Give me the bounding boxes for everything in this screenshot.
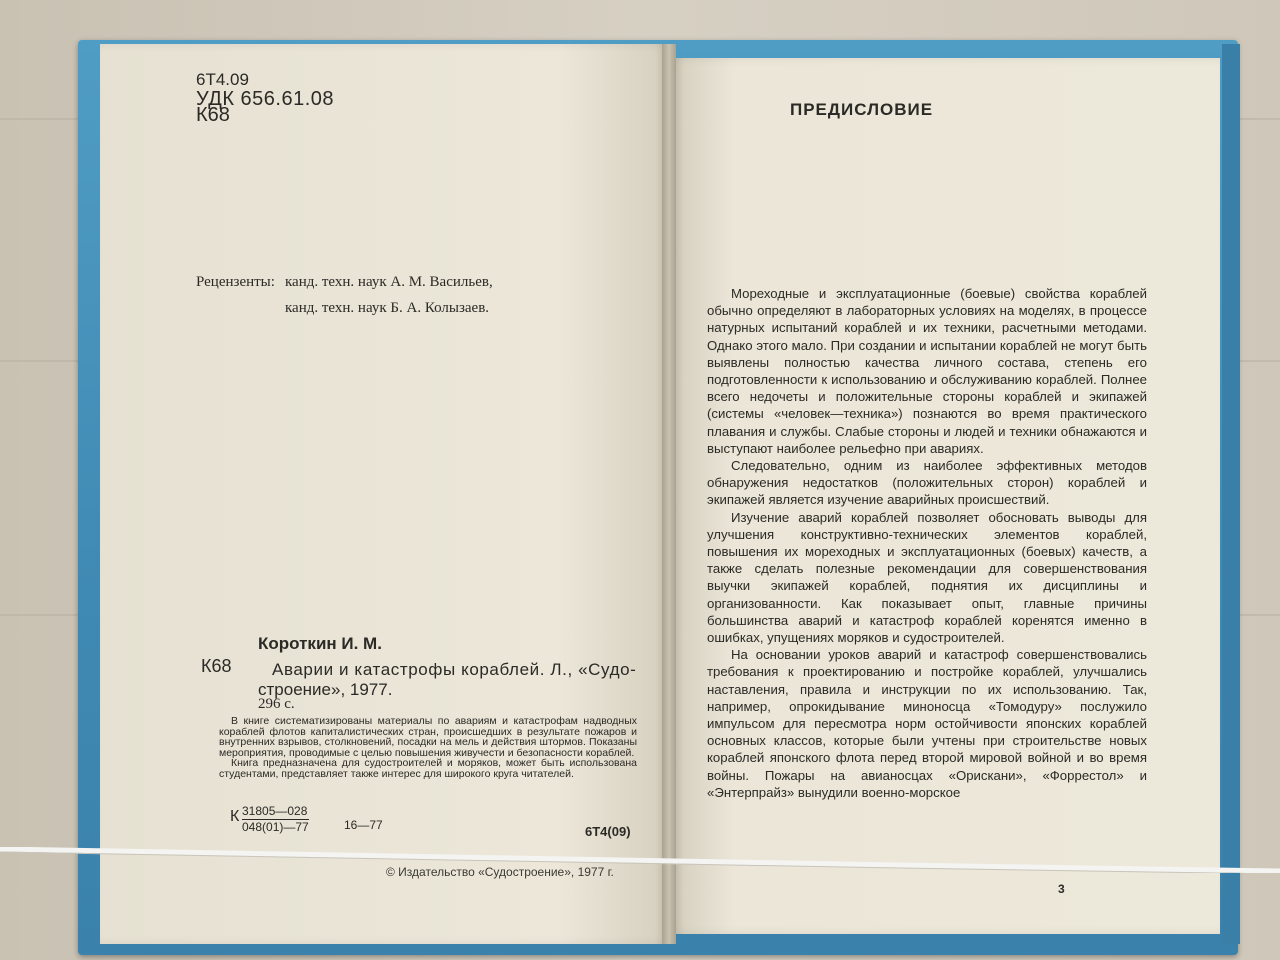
index-code: 6Т4(09) [585, 824, 631, 839]
book-gutter [662, 44, 676, 944]
reviewers-label: Рецензенты: [196, 274, 275, 290]
bookmark-cord [0, 849, 1280, 871]
index-range: 16—77 [344, 818, 383, 832]
preface-paragraph: Следовательно, одним из наиболее эффективных методов обнаружения недостатков (положительных сторон) кораблей и экипажей является изучение аварийных происшествий. [707, 458, 1147, 508]
page-count: 296 с. [258, 696, 295, 712]
book-cover-edge [1222, 44, 1240, 944]
book-title-line: строение», 1977. [258, 680, 393, 699]
abstract-paragraph: В книге систематизированы материалы по авариям и катастрофам надводных кораблей флотов капиталистических стран, происшедших в результате пожаров и внутренних взрывов, столкновений, посадки на мель и действия штормов. Показаны мероприятия, проводимые с целью повышения живучести и безопасности кораблей. [219, 715, 637, 759]
index-letter: К [230, 808, 240, 825]
preface-paragraph: Мореходные и эксплуатационные (боевые) свойства кораблей обычно определяют в лабораторных условиях на моделях, в процессе натурных испытаний кораблей и их техники, расчетными методами. Однако этого мало. При создании и испытании кораблей не могут быть выявлены полностью качества личного состава, степень его подготовленности к использованию и обслуживанию кораблей. Полнее всего недочеты и положительные стороны кораблей и экипажей (системы «человек—техника») познаются во время практического плавания и службы. Слабые стороны и людей и техники обнажаются и выступают наиболее рельефно при авариях. [707, 286, 1147, 456]
preface-paragraph: На основании уроков аварий и катастроф совершенствовались требования к проектированию и постройке кораблей, улучшались наставления, правила и инструкции по их использованию. Так, например, опрокидывание миноносца «Томодуру» послужило импульсом для пересмотра норм остойчивости японских кораблей основных классов, которые были учтены при строительстве новых кораблей японского флота перед второй мировой войной и во время войны. Пожары на авианосцах «Орискани», «Форрестол» и «Энтерпрайз» вынудили военно-морское [707, 647, 1147, 800]
left-page [100, 44, 672, 944]
reviewer-line: канд. техн. наук Б. А. Колызаев. [285, 300, 490, 316]
page-number: 3 [1058, 882, 1065, 896]
bookmark-string [0, 847, 1280, 873]
bbk-code: 6Т4.09 [196, 70, 249, 89]
index-fraction [242, 804, 309, 834]
preface-text [707, 285, 1147, 801]
book-abstract [219, 716, 637, 780]
author-mark: К68 [196, 104, 230, 126]
reviewer-line: канд. техн. наук А. М. Васильев, [285, 274, 493, 290]
bib-author-mark: К68 [201, 656, 232, 676]
index-denominator: 048(01)—77 [242, 820, 309, 834]
chapter-heading: ПРЕДИСЛОВИЕ [790, 100, 934, 119]
book-title-line: Аварии и катастрофы кораблей. Л., «Судо- [272, 660, 637, 679]
abstract-paragraph: Книга предназначена для судостроителей и моряков, может быть использована студентами, представляет также интерес для широкого круга читателей. [219, 757, 637, 780]
book-author: Короткин И. М. [258, 634, 382, 653]
copyright-line: © Издательство «Судостроение», 1977 г. [386, 865, 614, 879]
preface-paragraph: Изучение аварий кораблей позволяет обосновать выводы для улучшения конструктивно-технических элементов кораблей, повышения их мореходных и эксплуатационных (боевых) качеств, а также сделать полезные рекомендации для совершенствования выучки экипажей кораблей, поднятия их дисциплины и организованности. Как показывает опыт, главные причины большинства аварий и катастроф кораблей коренятся именно в ошибках, упущениях моряков и судостроителей. [707, 509, 1147, 646]
index-numerator: 31805—028 [242, 804, 308, 818]
udk-code: УДК 656.61.08 [196, 88, 335, 110]
